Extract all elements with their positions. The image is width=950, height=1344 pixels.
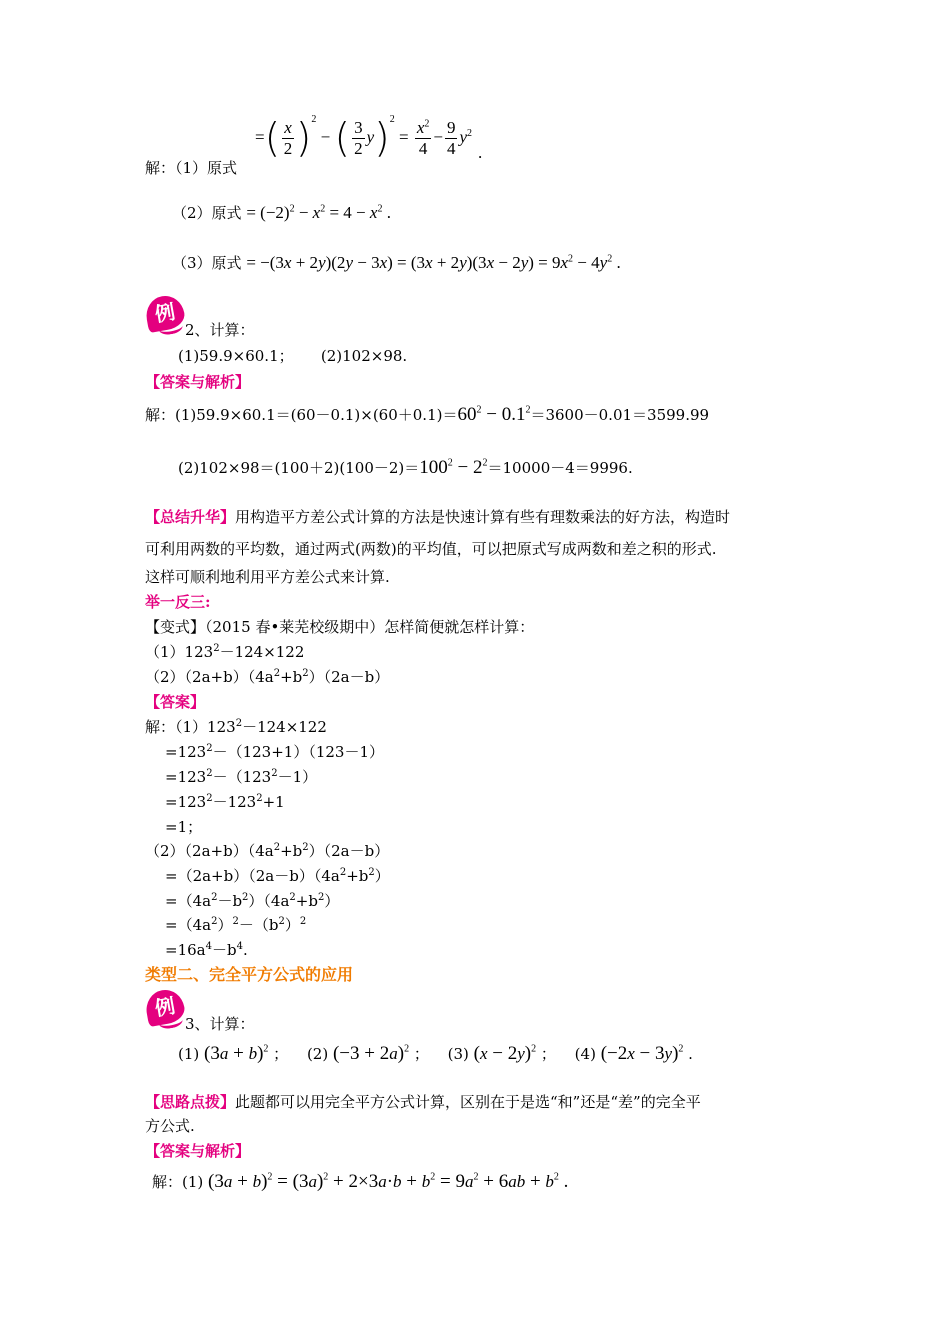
variant-ans-line2: $=123^2-(123+1)(123-1)$ (165, 743, 384, 761)
ex3-hint-text1: 此题都可以用完全平方公式计算，区别在于是选“和”还是“差”的完全平 (235, 1093, 701, 1111)
variant-ans-line4: $=123^2-123^2+1$ (165, 793, 285, 811)
ex1-sol1-formula: =( $\frac{x}{2}$ )$^2$ − ( $\frac{3}{2}$ y)$^2$ = $\frac{x^2}{4}$ − $\frac{9}{4}$ $y^2$. (255, 113, 483, 163)
variant-title: 【变式】（2015 春•莱芜校级期中）怎样简便就怎样计算： (145, 618, 535, 636)
ex3-answer-heading: 【答案与解析】 (145, 1142, 251, 1160)
ex3-title: 3、计算： (185, 1015, 255, 1033)
ex2-sol2-right: ＝10000－4＝9996. (487, 459, 633, 477)
ex3-sol1-label: 解：(1) (152, 1173, 204, 1191)
ex3-hint-line2: 方公式. (145, 1117, 195, 1135)
summary-line3: 这样可顺利地利用平方差公式来计算. (145, 568, 390, 586)
ex1-sol2-formula: = $(-2)^2 - x^2 = 4 - x^2$ . (246, 203, 391, 222)
ex3-problems: (1) $(3a + b)^2$ ； (2) $(-3 + 2a)^2$ ； (3) $(x - 2y)^2$ ； (4) $(-2x - 3y)^2$ . (178, 1043, 693, 1064)
ex2-sol1-right: ＝3600－0.01＝3599.99 (530, 406, 710, 424)
ex1-sol2 (172, 203, 391, 223)
variant-ans-line8: $=(4a^2-b^2)(4a^2+b^2)$ (165, 892, 340, 910)
ex3-hint-heading: 【思路点拨】 (145, 1093, 236, 1111)
summary-line2: 可利用两数的平均数，通过两式(两数)的平均值，可以把原式写成两数和差之积的形式. (145, 540, 717, 558)
ex1-sol2-label: （2）原式 (172, 204, 242, 222)
example-badge-icon: 例 (143, 293, 186, 333)
ex2-sol2-formula: $100^2 - 2^2$ (419, 457, 488, 478)
ex3-problem2: (2) (306, 1045, 329, 1063)
variant-ans-line3: $=123^2-(123^2-1)$ (165, 768, 318, 786)
variant-problem1: $(1)123^2-124\times 122$ (145, 643, 305, 661)
variant-ans-line10: $=16a^4-b^4$. (165, 941, 248, 959)
ex1-sol3-formula: = $-(3x + 2y)(2y - 3x) = (3x + 2y)(3x - 2y) = 9x^2 - 4y^2$ . (246, 253, 621, 272)
section2-title: 类型二、完全平方公式的应用 (145, 965, 354, 984)
ex2-sol1-left: 解：(1)59.9×60.1＝(60－0.1)×(60＋0.1)＝ (145, 406, 458, 424)
variant-problem2: $(2)(2a+b)(4a^2+b^2)(2a-b)$ (145, 668, 390, 686)
variant-ans-line5: =1； (165, 818, 203, 836)
ex3-problem3: (3) (447, 1045, 469, 1063)
ex3-hint-line1 (145, 1090, 701, 1114)
ex2-title: 2、计算： (185, 321, 255, 339)
ex2-answer-heading: 【答案与解析】 (145, 373, 251, 391)
ex2-sol1-formula: $60^2 - 0.1^2$ (457, 404, 531, 425)
variant-ans-line1: 解：$(1)123^2-124\times 122$ (145, 718, 327, 736)
ex2-sol1 (145, 405, 709, 425)
ex3-sol1-formula: $(3a + b)^2 = (3a)^2 + 2\times 3a\cdot b + b^2 = 9a^2 + 6ab + b^2$ . (208, 1171, 569, 1192)
example-badge-icon: 例 (143, 987, 186, 1027)
variant-heading: 举一反三: (145, 593, 211, 611)
ex3-problem4: (4) (574, 1045, 596, 1063)
variant-ans-line6: $(2)(2a+b)(4a^2+b^2)(2a-b)$ (145, 842, 390, 860)
ex2-sol2-left: (2)102×98＝(100＋2)(100－2)＝ (178, 459, 420, 477)
variant-answer-heading: 【答案】 (145, 693, 206, 711)
ex1-sol1 (145, 113, 483, 188)
ex1-sol1-label: 解：（1）原式 (145, 159, 238, 177)
variant-ans-line9: $=(4a^2)^2-(b^2)^2$ (165, 916, 307, 934)
ex3-problem1: (1) (178, 1045, 200, 1063)
variant-ans-line7: $=(2a+b)(2a-b)(4a^2+b^2)$ (165, 867, 390, 885)
ex1-sol3 (172, 253, 621, 273)
summary-heading: 【总结升华】 (145, 508, 236, 526)
summary-text1: 用构造平方差公式计算的方法是快速计算有些有理数乘法的好方法，构造时 (235, 508, 731, 526)
ex3-sol1 (152, 1172, 568, 1192)
summary-line1 (145, 504, 730, 530)
ex2-problems: (1)59.9×60.1； (2)102×98. (178, 347, 408, 365)
ex1-sol3-label: （3）原式 (172, 254, 242, 272)
ex2-sol2 (178, 458, 633, 478)
